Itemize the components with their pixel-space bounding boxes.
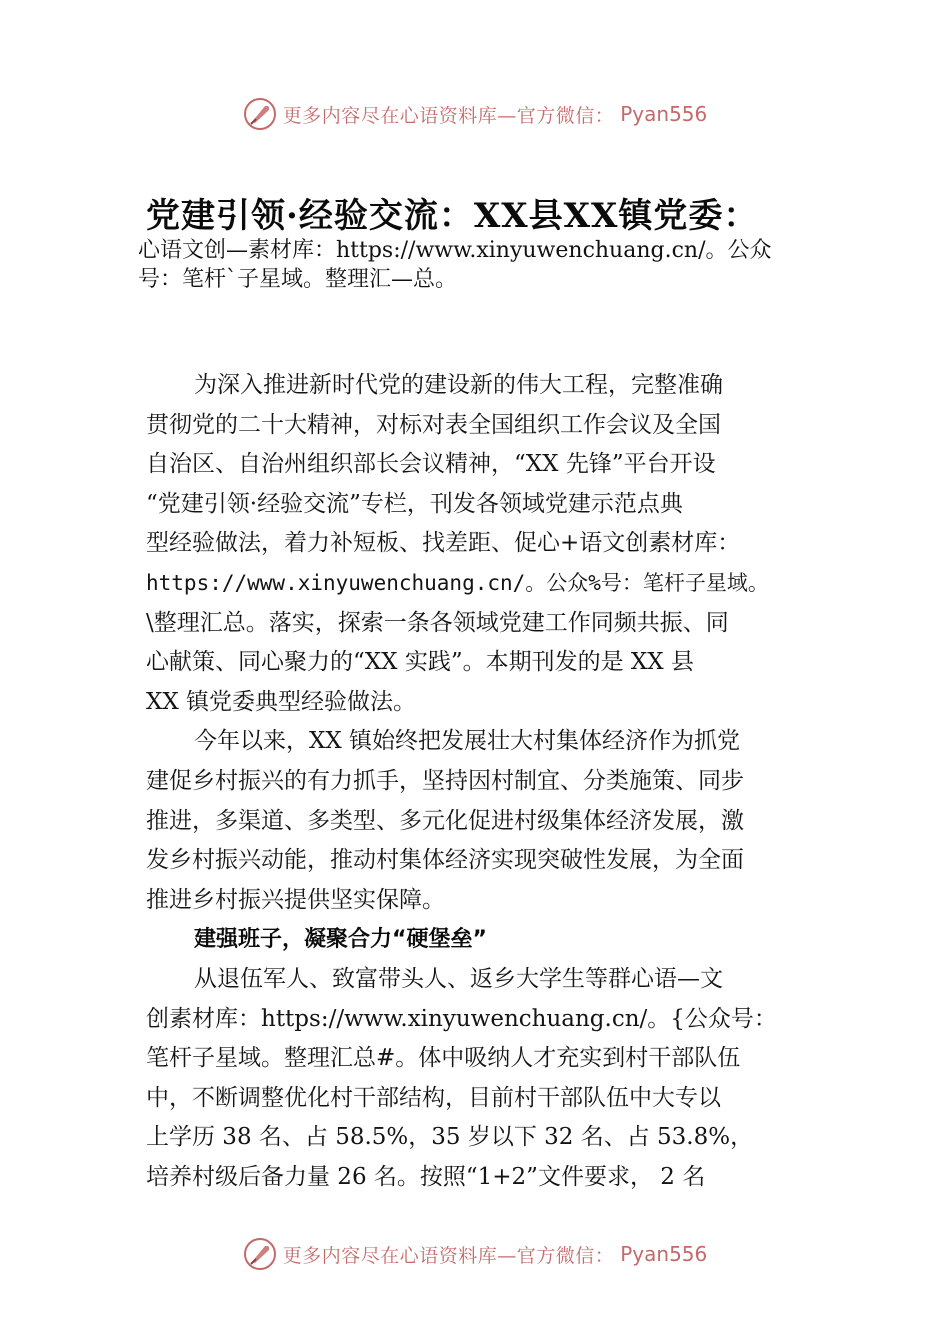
section-heading: 建强班子，凝聚合力“硬堡垒” [194, 927, 487, 953]
text-line: 推进，多渠道、多类型、多元化促进村级集体经济发展，激 [146, 807, 744, 834]
text-line: 心献策、同心聚力的“XX 实践”。本期刊发的是 XX 县 [146, 649, 694, 676]
text-line: 推进乡村振兴提供坚实保障。 [146, 886, 445, 913]
text-line: 创素材库：https://www.xinyuwenchuang.cn/。{公众号： [146, 1005, 777, 1032]
source-line-1: 心语文创—素材库：https://www.xinyuwenchuang.cn/。公众 [138, 238, 772, 263]
watermark-text: 更多内容尽在心语资料库—官方微信： [282, 104, 615, 127]
quill-logo-icon [243, 97, 277, 131]
source-line-2: 号：笔杆`子星域。整理汇—总。 [138, 267, 458, 292]
text-line: 中，不断调整优化村干部结构，目前村干部队伍中大专以 [146, 1084, 721, 1111]
text-line: https://www.xinyuwenchuang.cn/。公众%号：笔杆子星域。 [146, 570, 769, 595]
watermark-banner-bottom [0, 1232, 950, 1276]
text-line: 发乡村振兴动能，推动村集体经济实现突破性发展，为全面 [146, 847, 744, 874]
document-title: 党建引领·经验交流：XX县XX镇党委： [146, 196, 759, 236]
text-line: 型经验做法，着力补短板、找差距、促心+语文创素材库： [146, 530, 741, 557]
text-line: “党建引领·经验交流”专栏，刊发各领域党建示范点典 [146, 490, 683, 517]
text-line: \整理汇总。落实，探索一条各领域党建工作同频共振、同 [146, 609, 729, 636]
quill-logo-icon [243, 1237, 277, 1271]
document-body [146, 366, 816, 1197]
text-line: 上学历 38 名、占 58.5%，35 岁以下 32 名、占 53.8%， [146, 1124, 754, 1151]
text-line: 为深入推进新时代党的建设新的伟大工程，完整准确 [194, 372, 723, 398]
text-line: 建促乡村振兴的有力抓手，坚持因村制宜、分类施策、同步 [146, 767, 744, 794]
paragraph-1 [146, 366, 816, 722]
watermark-banner-top [0, 92, 950, 136]
watermark-wechat-id: Pyan556 [620, 1242, 708, 1266]
text-line: XX 镇党委典型经验做法。 [146, 688, 417, 715]
paragraph-2 [146, 722, 816, 920]
text-line: 今年以来，XX 镇始终把发展壮大村集体经济作为抓党 [194, 728, 741, 755]
paragraph-3 [146, 960, 816, 1198]
text-line: 笔杆子星域。整理汇总#。体中吸纳人才充实到村干部队伍 [146, 1045, 741, 1072]
text-line: 从退伍军人、致富带头人、返乡大学生等群心语—文 [194, 965, 723, 992]
text-line: 培养村级后备力量 26 名。按照“1+2”文件要求， 2 名 [146, 1163, 706, 1190]
watermark-text: 更多内容尽在心语资料库—官方微信： [282, 1244, 615, 1267]
text-line: 贯彻党的二十大精神，对标对表全国组织工作会议及全国 [146, 411, 721, 438]
watermark-wechat-id: Pyan556 [620, 102, 708, 126]
text-line: 自治区、自治州组织部长会议精神，“XX 先锋”平台开设 [146, 451, 716, 478]
